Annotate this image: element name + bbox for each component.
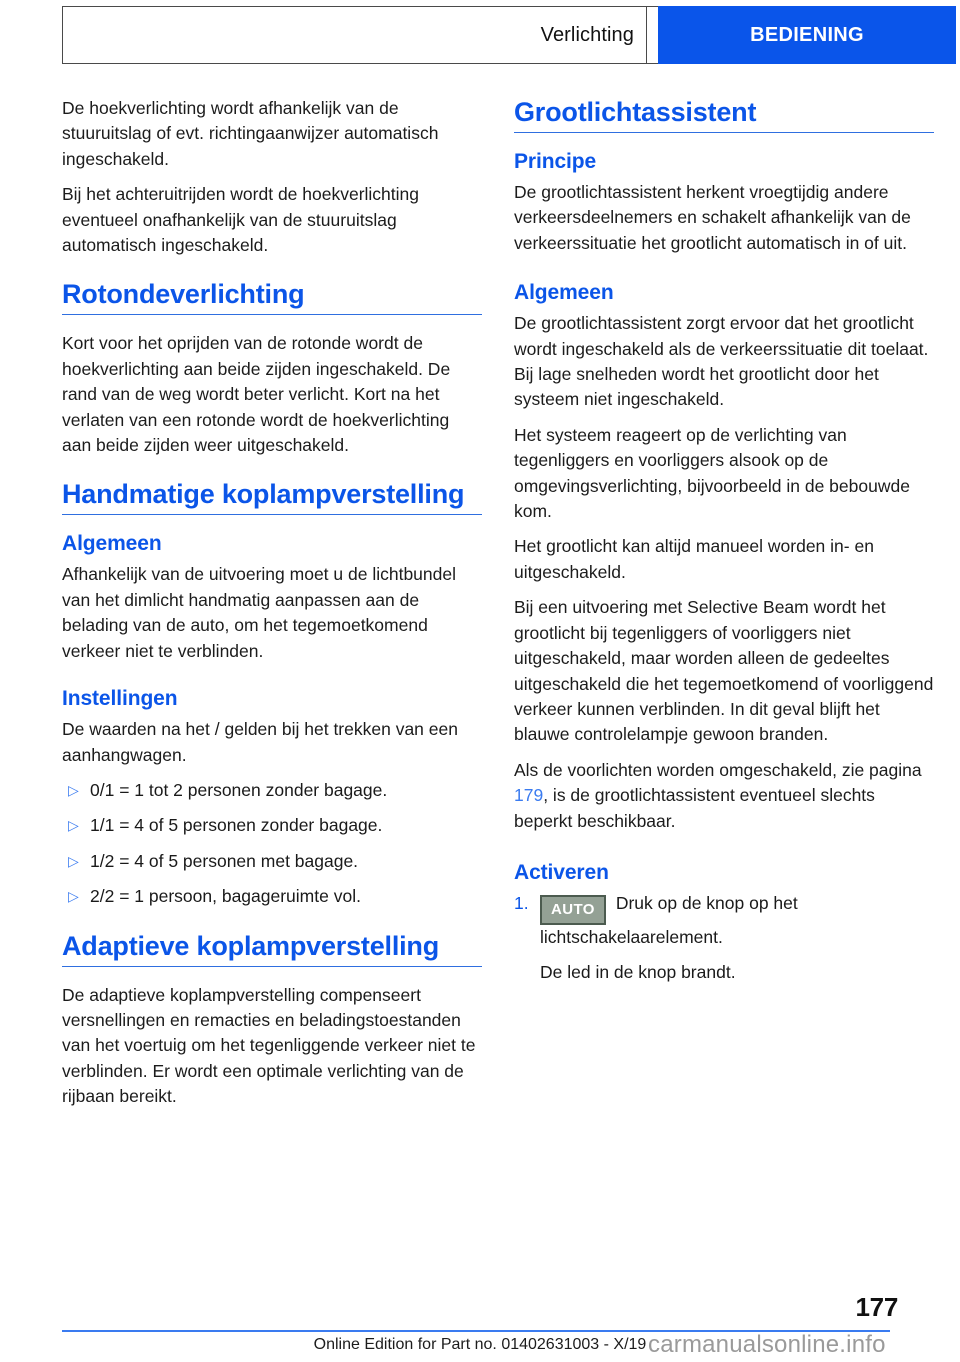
right-column	[514, 96, 934, 1006]
section-adaptieve-koplampverstelling	[62, 930, 482, 1110]
section-rule	[62, 314, 482, 315]
intro-block	[62, 96, 482, 258]
section-rule	[62, 514, 482, 515]
section-title-rotondeverlichting: Rotondeverlichting	[62, 279, 305, 310]
header-section-label: Verlichting	[540, 23, 634, 46]
instellingen-bullet-list	[62, 778, 482, 910]
intro-paragraph-2: Bij het achteruitrijden wordt de hoekverlichting eventueel onafhankelijk van de stuuruitslag automatisch ingeschakeld.	[62, 184, 419, 256]
intro-paragraph-1: De hoekverlichting wordt afhankelijk van de stuuruitslag of evt. richtingaanwijzer automatisch ingeschakeld.	[62, 98, 439, 169]
instellingen-paragraph-1: De waarden na het / gelden bij het trekken van een aanhangwagen.	[62, 719, 458, 765]
step-body	[540, 891, 934, 986]
page-number: 177	[855, 1292, 898, 1322]
section-handmatige-koplampverstelling	[62, 478, 482, 909]
grootlicht-algemeen-paragraph-1: De grootlichtassistent zorgt ervoor dat het grootlicht wordt ingeschakeld als de verkeerssituatie dit toelaat. Bij lage snelheden wordt het grootlicht door het systeem niet ingeschakeld.	[514, 313, 929, 410]
list-item-label: 2/2 = 1 persoon, bagageruimte vol.	[90, 886, 361, 907]
watermark-text: carmanualsonline.info	[648, 1331, 886, 1358]
step-text: Druk op de knop op het lichtschakelaarelement.	[540, 892, 798, 947]
rotonde-paragraph-1: Kort voor het oprijden van de rotonde wordt de hoekverlichting aan beide zijden ingeschakeld. De rand van de weg wordt beter verlicht. Kort na het verlaten van een rotonde wordt de hoekverlichting aan beide zijden weer uitgeschakeld.	[62, 333, 451, 456]
activeren-step-list	[514, 891, 934, 986]
subsection-title-activeren: Activeren	[514, 860, 609, 884]
list-item	[62, 778, 482, 803]
grootlicht-algemeen-paragraph-2: Het systeem reageert op de verlichting van tegenliggers en voorliggers alsook op de omgevingsverlichting, bijvoorbeeld in de bebouwde kom.	[514, 424, 910, 522]
page-ref-text-after: , is de grootlichtassistent eventueel slechts beperkt beschikbaar.	[514, 785, 875, 831]
principe-paragraph-1: De grootlichtassistent herkent vroegtijdig andere verkeersdeelnemers en schakelt afhankelijk van de verkeerssituatie het grootlicht automatisch in of uit.	[514, 182, 911, 253]
header-divider	[646, 6, 658, 64]
adaptieve-paragraph-1: De adaptieve koplampverstelling compenseert versnellingen en remacties en beladingstoestanden van het voertuig om het tegenliggende verkeer niet te verblinden. Er wordt een optimale verlichting van de rijbaan bereikt.	[62, 984, 476, 1107]
list-item-label: 1/1 = 4 of 5 personen zonder bagage.	[90, 815, 383, 836]
grootlicht-algemeen-paragraph-3: Het grootlicht kan altijd manueel worden in- en uitgeschakeld.	[514, 536, 874, 582]
auto-button-icon: AUTO	[540, 895, 606, 925]
section-title-handmatige-koplampverstelling: Handmatige koplampverstelling	[62, 479, 465, 510]
list-item-label: 1/2 = 4 of 5 personen met bagage.	[90, 850, 359, 871]
triangle-bullet-icon: ▷	[68, 852, 79, 869]
page-reference-link[interactable]: 179	[514, 785, 544, 806]
list-item	[62, 813, 482, 838]
list-item-label: 0/1 = 1 tot 2 personen zonder bagage.	[90, 779, 388, 800]
section-title-grootlichtassistent: Grootlichtassistent	[514, 97, 757, 127]
subsection-title-instellingen: Instellingen	[62, 687, 178, 711]
grootlicht-algemeen-paragraph-4: Bij een uitvoering met Selective Beam wordt het grootlicht bij tegenliggers of voorliggers niet uitgeschakeld, maar worden alleen de gedeeltes uitgeschakeld die het tegemoetkomend of voorliggend verkeer kunnen verblinden. In dit geval blijft het blauwe controlelampje gewoon branden.	[514, 597, 934, 745]
page-header	[62, 6, 956, 64]
triangle-bullet-icon: ▷	[68, 781, 79, 798]
header-section-box	[62, 6, 646, 64]
section-rule	[62, 966, 482, 967]
subsection-title-algemeen: Algemeen	[514, 281, 614, 305]
list-item	[62, 884, 482, 909]
page-ref-text-before: Als de voorlichten worden omgeschakeld, zie pagina	[514, 759, 922, 780]
step-note: De led in de knop brandt.	[540, 962, 736, 983]
triangle-bullet-icon: ▷	[68, 817, 79, 834]
subsection-title-algemeen: Algemeen	[62, 532, 162, 556]
step-item	[514, 891, 934, 986]
triangle-bullet-icon: ▷	[68, 888, 79, 905]
section-rotondeverlichting	[62, 278, 482, 458]
subsection-title-principe: Principe	[514, 150, 597, 173]
header-chapter-label: BEDIENING	[750, 23, 864, 46]
handmatige-algemeen-paragraph-1: Afhankelijk van de uitvoering moet u de lichtbundel van het dimlicht handmatig aanpassen aan de belading van de auto, om het tegemoetkomend verkeer niet te verblinden.	[62, 564, 456, 661]
section-title-adaptieve-koplampverstelling: Adaptieve koplampverstelling	[62, 930, 440, 961]
header-chapter-box	[658, 6, 956, 64]
footer-edition-text: Online Edition for Part no. 01402631003 - X/19	[313, 1336, 647, 1353]
step-number: 1.	[514, 892, 529, 913]
section-grootlichtassistent	[514, 96, 934, 986]
step-line	[540, 893, 798, 947]
left-column	[62, 96, 482, 1130]
section-rule	[514, 132, 934, 133]
grootlicht-algemeen-page-ref-paragraph	[514, 758, 934, 834]
list-item	[62, 849, 482, 874]
